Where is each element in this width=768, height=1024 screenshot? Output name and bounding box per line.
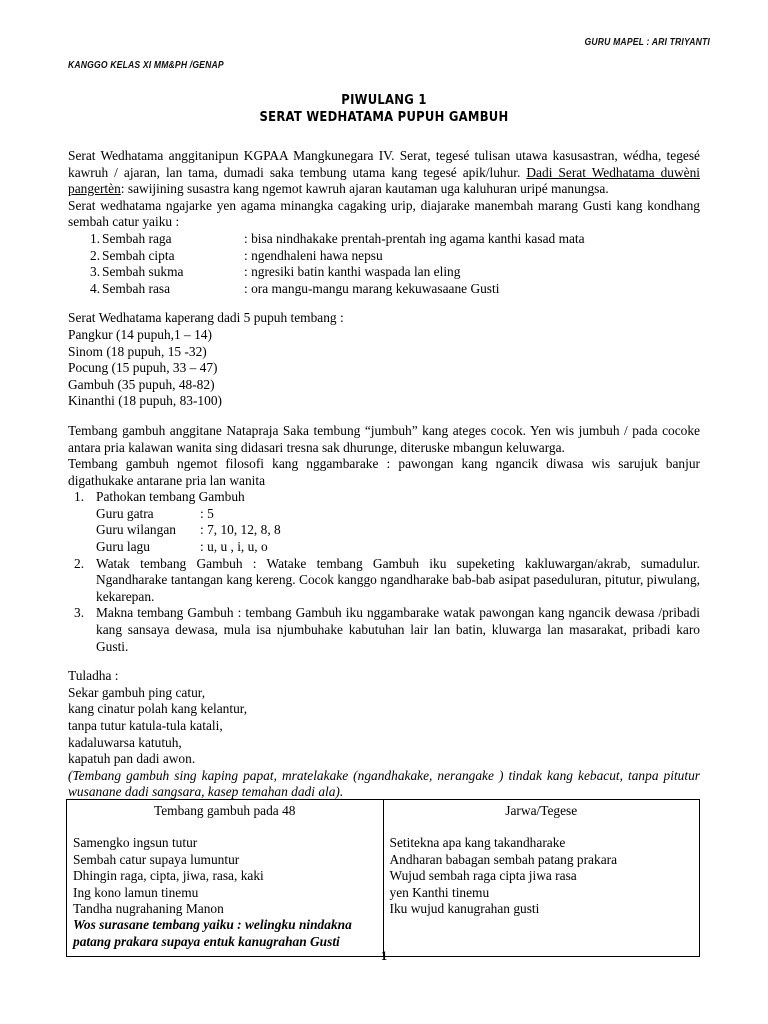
intro-underlined-phrase: Dadi Serat Wedhatama duwèni pangertèn	[68, 164, 700, 197]
table-line: Tandha nugrahaning Manon	[73, 901, 224, 917]
sembah-desc: : ora mangu-mangu marang kekuwasaane Gusti	[244, 280, 500, 296]
guru-key: Guru lagu	[96, 539, 150, 555]
table-cell-tembang	[67, 821, 384, 956]
table-header-cell-right: Jarwa/Tegese	[383, 800, 700, 822]
tuladha-line: Sekar gambuh ping catur,	[68, 684, 206, 700]
pupuh-line: Gambuh (35 pupuh, 48-82)	[68, 376, 215, 392]
list-item	[68, 281, 700, 298]
guru-value: : 7, 10, 12, 8, 8	[200, 522, 281, 538]
table-line: Iku wujud kanugrahan gusti	[389, 901, 540, 917]
guru-row	[96, 522, 700, 539]
table-line: Ing kono lamun tinemu	[73, 884, 199, 900]
spacer	[68, 297, 700, 310]
guru-value: : 5	[200, 505, 214, 521]
guru-value: : u, u , i, u, o	[200, 539, 268, 555]
tuladha-line: kapatuh pan dadi awon.	[68, 751, 196, 767]
tembang-comparison-table	[66, 799, 700, 957]
pathokan-heading: Pathokan tembang Gambuh	[96, 489, 245, 505]
page-number: 1	[380, 948, 388, 963]
sembah-name: Sembah cipta	[102, 247, 175, 263]
tuladha-line: kadaluwarsa katutuh,	[68, 734, 182, 750]
item-number: 1.	[74, 489, 85, 505]
sembah-desc: : bisa nindhakake prentah-prentah ing agama kanthi kasad mata	[244, 230, 585, 246]
table-line: Andharan babagan sembah patang prakara	[389, 851, 618, 867]
table-line-emphasis: Wos surasane tembang yaiku : welingku nindakna	[73, 917, 352, 933]
title-line-1: PIWULANG 1	[341, 92, 427, 108]
table-line: Dhingin raga, cipta, jiwa, rasa, kaki	[73, 868, 264, 884]
table-row	[67, 821, 700, 956]
table-line-emphasis: patang prakara supaya entuk kanugrahan Gusti	[73, 933, 340, 949]
tuladha-line: tanpa tutur katula-tula katali,	[68, 718, 223, 733]
makna-text: Makna tembang Gambuh : tembang Gambuh iku nggambarake watak pawongan kang ngancik dewasa /pribadi kang sansaya dewasa, mula isa njumbuhake kabutuhan lair lan batin, kluwarga lan masarakat, pribadi karo Gusti.	[96, 605, 700, 654]
table-line: Samengko ingsun tutur	[73, 835, 198, 851]
intro-paragraph	[68, 148, 700, 198]
tuladha-section	[68, 668, 700, 801]
header-teacher-name: GURU MAPEL : ARI TRIYANTI	[584, 36, 710, 48]
pupuh-line: Sinom (18 pupuh, 15 -32)	[68, 343, 207, 359]
list-item	[68, 556, 700, 606]
guru-table	[96, 506, 700, 556]
table-header-cell-left: Tembang gambuh pada 48	[67, 800, 384, 822]
pupuh-line: Kinanthi (18 pupuh, 83-100)	[68, 393, 222, 409]
guru-row	[96, 539, 700, 556]
sembah-desc: : ngendhaleni hawa nepsu	[244, 247, 383, 263]
pathokan-ordered-list	[68, 489, 700, 655]
table-header-row	[67, 800, 700, 822]
tuladha-note: (Tembang gambuh sing kaping papat, mratelakake (ngandhakake, nerangake ) tindak kang kebacut, tanpa pitutur wusanane dadi sangsara, kasep temahan dadi ala).	[68, 767, 700, 800]
item-number: 3.	[74, 605, 85, 621]
table-line: Sembah catur supaya lumuntur	[73, 851, 240, 867]
gambuh-paragraph-1: Tembang gambuh anggitane Natapraja Saka tembung “jumbuh” kang ateges cocok. Yen wis jumbuh / pada cocoke antara pria kalawan wanita sing didasari tresna sak dhurunge, diteruske mbangun keluwarga.	[68, 422, 700, 455]
tuladha-line: kang cinatur polah kang kelantur,	[68, 701, 248, 717]
list-item	[68, 489, 700, 555]
header-class-info: KANGGO KELAS XI MM&PH /GENAP	[68, 59, 224, 71]
intro-part-2: : sawijining susastra kang ngemot kawruh ajaran kautaman uga kaluhuran uripé manungsa.	[120, 181, 609, 197]
intro-part-1: Serat Wedhatama anggitanipun KGPAA Mangkunegara IV. Serat, tegesé tulisan utawa kasusastran, wédha, tegesé kawruh / ajaran, lan tama, dumadi saka tembung utama kang tegesé apik/luhur.	[68, 148, 700, 180]
guru-row	[96, 506, 700, 523]
tuladha-label: Tuladha :	[68, 668, 119, 684]
sembah-desc: : ngresiki batin kanthi waspada lan eling	[244, 264, 461, 280]
sembah-name: Sembah raga	[102, 230, 172, 246]
item-body	[96, 489, 700, 555]
pupuh-line: Pangkur (14 pupuh,1 – 14)	[68, 326, 212, 342]
sembah-number: 2.	[90, 247, 101, 263]
watak-text: Watak tembang Gambuh : Watake tembang Gambuh iku supeketing kakluwargan/akrab, sumadulur. Ngandharake tantangan kang kereng. Cocok kanggo ngandharake bab-bab asipat paseduluran, pitutur, piwulang, kekarepan.	[96, 555, 700, 604]
table-cell-jarwa	[383, 821, 700, 956]
running-head	[0, 36, 768, 82]
spacer	[68, 655, 700, 668]
table-line: Setitekna apa kang takandharake	[389, 835, 566, 851]
pupuh-section	[68, 310, 700, 410]
table-line: Wujud sembah raga cipta jiwa rasa	[389, 868, 577, 884]
sembah-number: 3.	[90, 264, 101, 280]
page-title	[0, 92, 768, 126]
sembah-number: 4.	[90, 280, 101, 296]
guru-key: Guru gatra	[96, 505, 154, 521]
sembah-name: Sembah rasa	[102, 280, 171, 296]
list-item	[68, 264, 700, 281]
sembah-name: Sembah sukma	[102, 264, 184, 280]
table-line: yen Kanthi tinemu	[389, 884, 490, 900]
document-body	[68, 148, 700, 801]
spacer	[68, 410, 700, 423]
item-number: 2.	[74, 555, 85, 571]
sembah-list	[68, 231, 700, 297]
pupuh-intro: Serat Wedhatama kaperang dadi 5 pupuh tembang :	[68, 310, 344, 326]
intro-paragraph-2: Serat wedhatama ngajarke yen agama minangka cagaking urip, diajarake manembah marang Gusti kang kondhang sembah catur yaiku :	[68, 197, 700, 230]
sembah-number: 1.	[90, 230, 101, 246]
title-line-2: SERAT WEDHATAMA PUPUH GAMBUH	[259, 109, 509, 125]
list-item	[68, 605, 700, 655]
gambuh-paragraph-2: Tembang gambuh ngemot filosofi kang nggambarake : pawongan kang ngancik diwasa wis sarujuk banjur digathukake antarane pria lan wanita	[68, 456, 700, 488]
list-item	[68, 248, 700, 265]
pupuh-line: Pocung (15 pupuh, 33 – 47)	[68, 360, 218, 376]
guru-key: Guru wilangan	[96, 522, 176, 538]
list-item	[68, 231, 700, 248]
